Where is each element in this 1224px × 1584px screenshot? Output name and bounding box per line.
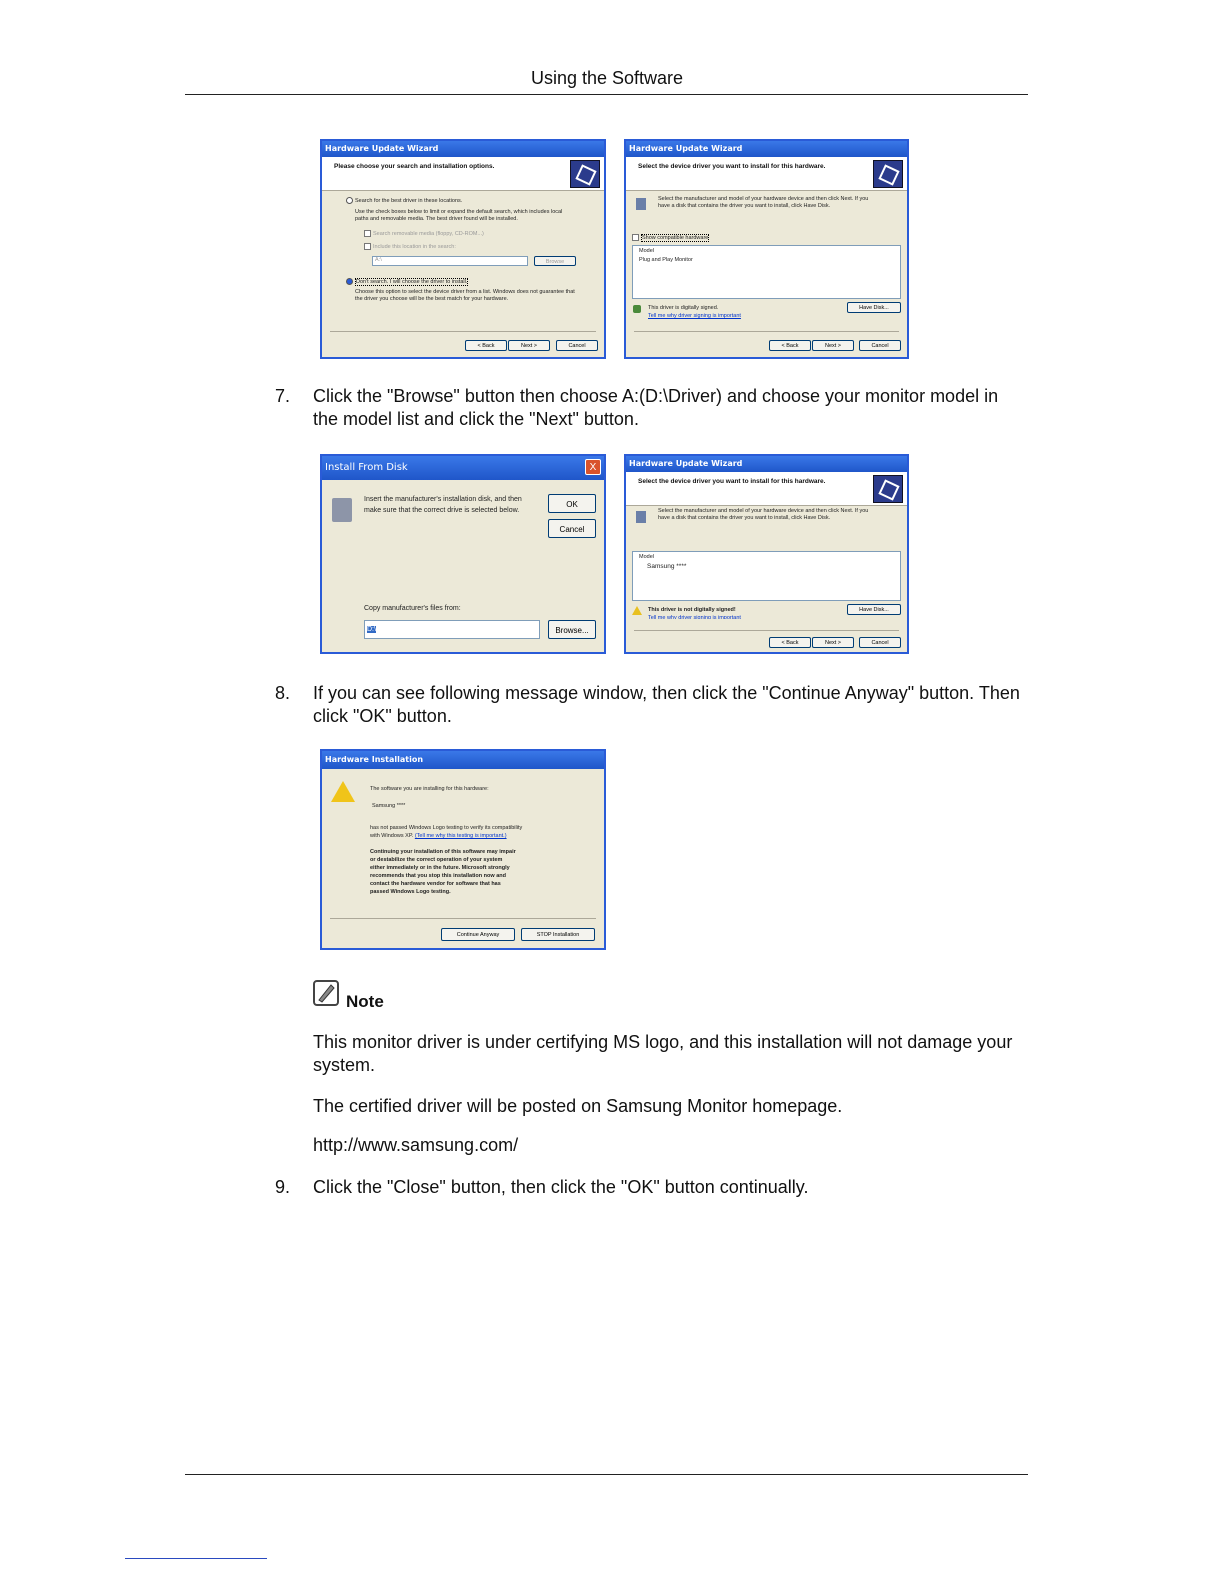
hw-device-name: Samsung **** [372,803,406,809]
note-icon [313,980,339,1006]
model-column-header: Model [639,554,654,560]
driver-signed-text: This driver is digitally signed. [648,305,719,311]
footnote-rule [125,1558,267,1559]
radio-search-icon[interactable] [346,197,353,204]
ok-button[interactable]: OK [548,494,596,513]
footer-separator [634,630,899,631]
cancel-button[interactable]: Cancel [548,519,596,538]
model-list[interactable] [632,551,901,601]
option-dont-search-label: Don't search. I will choose the driver to install. [356,278,468,285]
header-rule [185,94,1028,95]
step-7-text: Click the "Browse" button then choose A:(D:\Driver) and choose your monitor model in the model list and click the "Next" button. [313,386,999,429]
footer-separator [330,331,596,332]
testing-important-link[interactable]: (Tell me why this testing is important.) [414,833,507,839]
disk-icon [332,498,352,522]
hw-line-2a: has not passed Windows Logo testing to verify its compatibility [370,825,523,831]
wizard-heading: Select the device driver you want to install for this hardware. [638,478,826,485]
check-include-label: Include this location in the search: [373,243,456,250]
step-9 [0,1176,1224,1202]
option-search-label: Search for the best driver in these locations. [355,197,463,204]
radio-dont-search-icon[interactable] [346,278,353,285]
driver-signing-link[interactable]: Tell me why driver signing is important [648,615,741,619]
next-button[interactable]: Next > [508,340,550,351]
model-list[interactable] [632,245,901,299]
device-icon [636,511,646,523]
browse-button[interactable]: Browse [534,256,576,266]
checkbox-include-icon[interactable] [364,243,371,250]
check-removable-label: Search removable media (floppy, CD-ROM...) [373,230,484,237]
hardware-installation-screenshot [320,749,606,950]
device-icon [636,198,646,210]
checkbox-show-compatible-icon[interactable] [632,234,639,241]
hw-warning-2: or destabilize the correct operation of your system [370,857,503,863]
page-header-title: Using the Software [530,68,684,88]
hw-warning-5: contact the hardware vendor for software that has [370,881,501,887]
step-8-number: 8. [275,683,291,703]
dont-search-description-2: the driver you choose will be the best match for your hardware. [355,296,509,302]
window-title: Hardware Update Wizard [626,141,907,157]
wizard-select-driver-screenshot [624,139,909,359]
footer-separator [330,918,596,919]
warning-icon [331,781,355,802]
checkbox-removable-icon[interactable] [364,230,371,237]
continue-anyway-button[interactable]: Continue Anyway [441,928,515,941]
step-8-text: If you can see following message window, then click the "Continue Anyway" button. Then click "OK" button. [313,683,1020,726]
model-list-item[interactable]: Plug and Play Monitor [639,257,693,263]
copy-from-combobox[interactable] [364,620,540,639]
hw-line-1: The software you are installing for this hardware: [370,786,489,792]
driver-signing-link[interactable]: Tell me why driver signing is important [648,313,741,319]
hw-warning-4: recommends that you stop this installation now and [370,873,506,879]
close-icon[interactable]: X [585,459,601,475]
driver-not-signed-text: This driver is not digitally signed! [648,607,736,613]
next-button[interactable]: Next > [812,637,854,648]
location-combobox[interactable]: A:\ [372,256,528,266]
warning-icon [632,606,642,615]
hardware-wizard-icon [873,475,903,503]
wizard-search-options-screenshot [320,139,606,359]
copy-from-label: Copy manufacturer's files from: [364,605,461,612]
select-description-2: have a disk that contains the driver you want to install, click Have Disk. [658,203,831,209]
window-title: Hardware Update Wizard [322,141,604,157]
next-button[interactable]: Next > [812,340,854,351]
wizard-heading: Please choose your search and installation options. [334,163,495,170]
hw-warning-6: passed Windows Logo testing. [370,889,451,895]
step-7-number: 7. [275,386,291,406]
hardware-wizard-icon [570,160,600,188]
install-message-2: make sure that the correct drive is selected below. [364,507,520,514]
signed-driver-icon [633,305,641,313]
hw-warning-3: either immediately or in the future. Microsoft strongly [370,865,510,871]
search-description-1: Use the check boxes below to limit or expand the default search, which includes local [355,209,563,215]
select-description-2: have a disk that contains the driver you want to install, click Have Disk. [658,515,831,521]
dont-search-description-1: Choose this option to select the device driver from a list. Windows does not guarantee that [355,289,575,295]
model-list-item[interactable]: Samsung **** [647,563,687,570]
step-9-text: Click the "Close" button, then click the "OK" button continually. [313,1177,809,1197]
note-paragraph-2: The certified driver will be posted on Samsung Monitor homepage. [313,1096,843,1116]
path-value: D:\ [367,626,376,633]
window-title: Install From Disk [322,456,604,480]
cancel-button[interactable]: Cancel [859,637,901,648]
hardware-wizard-icon [873,160,903,188]
note-paragraph-1: This monitor driver is under certifying MS logo, and this installation will not damage your system. [313,1032,1013,1075]
footer-rule [185,1474,1028,1475]
step-9-number: 9. [275,1177,291,1197]
install-message-1: Insert the manufacturer's installation disk, and then [364,496,522,503]
step-8 [0,682,1224,732]
stop-installation-button[interactable]: STOP Installation [521,928,595,941]
show-compatible-label: Show compatible hardware [642,234,709,241]
note-label: Note [346,992,384,1011]
install-from-disk-screenshot [320,454,606,654]
step-7 [0,385,1224,435]
hw-line-2b: with Windows XP. [370,833,414,839]
have-disk-button[interactable]: Have Disk... [847,604,901,615]
search-description-2: paths and removable media. The best driver found will be installed. [355,216,518,222]
back-button[interactable]: < Back [769,340,811,351]
hw-warning-1: Continuing your installation of this software may impair [370,849,516,855]
window-title: Hardware Update Wizard [626,456,907,472]
cancel-button[interactable]: Cancel [556,340,598,351]
footer-separator [634,331,899,332]
browse-button[interactable]: Browse... [548,620,596,639]
back-button[interactable]: < Back [769,637,811,648]
back-button[interactable]: < Back [465,340,507,351]
select-description-1: Select the manufacturer and model of your hardware device and then click Next. If you [658,196,869,202]
cancel-button[interactable]: Cancel [859,340,901,351]
wizard-heading: Select the device driver you want to install for this hardware. [638,163,826,170]
wizard-samsung-driver-screenshot [624,454,909,654]
have-disk-button[interactable]: Have Disk... [847,302,901,313]
model-column-header: Model [639,248,654,254]
select-description-1: Select the manufacturer and model of your hardware device and then click Next. If you [658,508,869,514]
window-title: Hardware Installation [322,751,604,769]
samsung-url: http://www.samsung.com/ [313,1135,519,1155]
